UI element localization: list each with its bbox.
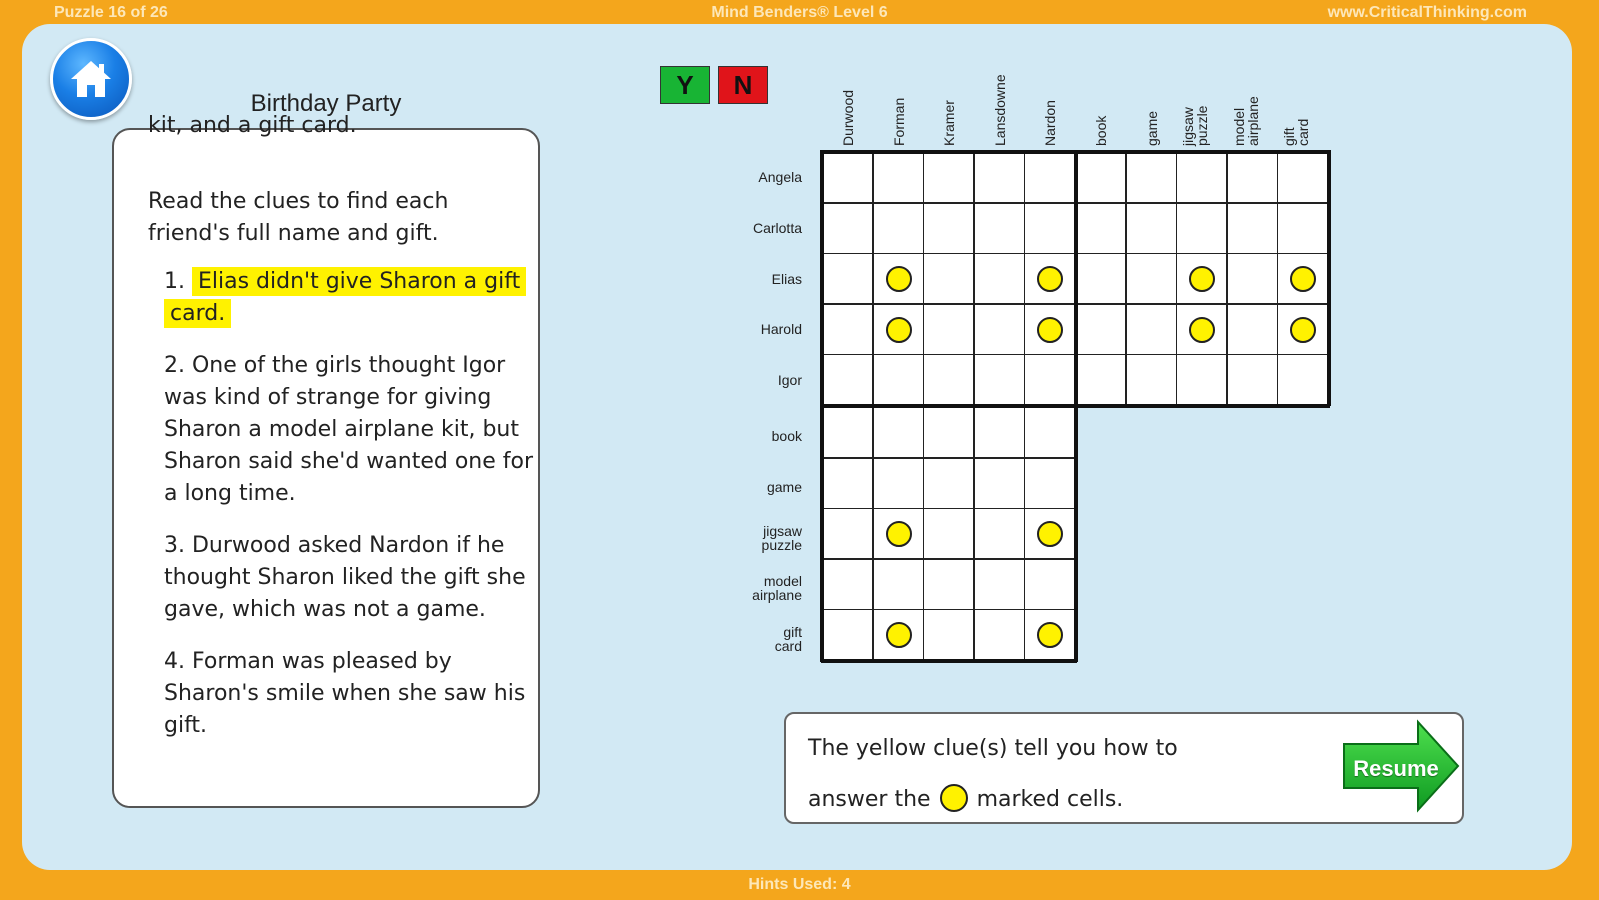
grid-cell[interactable] [873, 559, 924, 610]
marker-dot-icon [1037, 521, 1063, 547]
grid-cell[interactable] [873, 407, 924, 458]
marker-dot-icon [1037, 317, 1063, 343]
column-label: Kramer [941, 100, 958, 146]
grid-cell[interactable] [1024, 304, 1075, 355]
row-label: jigsaw puzzle [761, 522, 802, 553]
column-label: model airplane [1230, 96, 1261, 146]
grid-cell[interactable] [974, 203, 1025, 254]
column-label: Lansdowne [991, 74, 1008, 146]
column-header [923, 46, 973, 146]
clue-item [164, 350, 534, 510]
grid-cell[interactable] [1024, 407, 1075, 458]
hint-text-line2 [808, 784, 1123, 812]
grid-cell[interactable] [1126, 203, 1177, 254]
marker-dot-icon [886, 622, 912, 648]
row-label: Angela [758, 169, 802, 186]
grid-cell[interactable] [1126, 152, 1177, 203]
grid-cell[interactable] [1075, 304, 1126, 355]
grid-cell[interactable] [822, 152, 873, 203]
clue-text: Durwood asked Nardon if he thought Sharon liked the gift she gave, which was not a game. [164, 533, 526, 622]
grid-cell[interactable] [1176, 354, 1227, 405]
puzzle-counter: Puzzle 16 of 26 [54, 4, 168, 21]
grid-cell[interactable] [923, 304, 974, 355]
row-label: Igor [777, 371, 802, 388]
grid-cell[interactable] [1024, 253, 1075, 304]
clue-number: 1. [164, 269, 192, 294]
column-header [974, 46, 1024, 146]
column-label: gift card [1281, 118, 1312, 146]
grid-cell[interactable] [1024, 458, 1075, 509]
column-header [1024, 46, 1074, 146]
grid-cell[interactable] [1176, 304, 1227, 355]
grid-cell[interactable] [974, 152, 1025, 203]
row-label: Elias [771, 270, 802, 287]
grid-cell[interactable] [1176, 253, 1227, 304]
grid-cell[interactable] [873, 609, 924, 660]
grid-cell[interactable] [1075, 253, 1126, 304]
grid-cell[interactable] [1277, 304, 1328, 355]
marker-dot-icon [1189, 317, 1215, 343]
grid-cell[interactable] [1227, 354, 1278, 405]
grid-cell[interactable] [974, 508, 1025, 559]
marker-dot-icon [1290, 266, 1316, 292]
clue-number: 4. [164, 649, 192, 674]
marker-dot-icon [1290, 317, 1316, 343]
marker-dot-icon [1189, 266, 1215, 292]
hint-text-before: answer the [808, 787, 931, 812]
row-label: Carlotta [752, 219, 802, 236]
column-label: Durwood [840, 89, 856, 146]
grid-cell[interactable] [822, 559, 873, 610]
grid-cell[interactable] [923, 458, 974, 509]
column-label: Nardon [1042, 100, 1059, 146]
game-title: Mind Benders® Level 6 [711, 4, 888, 21]
column-header [822, 46, 872, 146]
grid-cell[interactable] [1075, 203, 1126, 254]
grid-cell[interactable] [974, 407, 1025, 458]
section-divider [821, 659, 1077, 663]
no-marker-button[interactable]: N [718, 66, 768, 104]
clue-item [164, 266, 534, 330]
grid-cell[interactable] [822, 407, 873, 458]
marker-dot-icon [1037, 266, 1063, 292]
column-header [1176, 46, 1226, 146]
yes-marker-button[interactable]: Y [660, 66, 710, 104]
column-label: book [1093, 115, 1109, 146]
grid-cell[interactable] [1277, 253, 1328, 304]
grid-cell[interactable] [1277, 152, 1328, 203]
grid-cell[interactable] [873, 203, 924, 254]
row-label: model airplane [752, 573, 802, 604]
marker-dot-icon [886, 317, 912, 343]
grid-cell[interactable] [1176, 152, 1227, 203]
clue-text: Elias didn't give Sharon a gift card. [164, 267, 526, 328]
top-bar [0, 0, 1599, 26]
clue-number: 3. [164, 533, 192, 558]
clue-item [164, 646, 534, 742]
grid-cell[interactable] [1024, 559, 1075, 610]
puzzle-title: Birthday Party [250, 90, 402, 117]
clue-list [164, 266, 534, 762]
hint-text-after: marked cells. [976, 787, 1124, 812]
grid-cell[interactable] [1024, 203, 1075, 254]
row-label: gift card [774, 623, 802, 654]
grid-cell[interactable] [1126, 354, 1177, 405]
clue-item [164, 530, 534, 626]
grid-cell[interactable] [822, 304, 873, 355]
clue-number: 2. [164, 353, 192, 378]
grid-cell[interactable] [1024, 609, 1075, 660]
row-label: Harold [760, 321, 802, 338]
grid-cell[interactable] [1277, 203, 1328, 254]
hint-text-line1: The yellow clue(s) tell you how to [808, 736, 1178, 761]
grid-cell[interactable] [923, 354, 974, 405]
grid-cell[interactable] [974, 354, 1025, 405]
marker-dot-icon [940, 784, 968, 812]
clue-text: Forman was pleased by Sharon's smile when she saw his gift. [164, 649, 526, 738]
grid-cell[interactable] [923, 559, 974, 610]
resume-label: Resume [1353, 756, 1439, 781]
clue-panel[interactable] [112, 113, 540, 808]
hints-used: Hints Used: 4 [748, 876, 851, 893]
column-header [1227, 46, 1277, 146]
grid-cell[interactable] [974, 458, 1025, 509]
grid-cell[interactable] [1227, 253, 1278, 304]
grid-cell[interactable] [822, 253, 873, 304]
grid-cell[interactable] [923, 609, 974, 660]
grid-cell[interactable] [1024, 354, 1075, 405]
intro-text: Read the clues to find each friend's full name and gift. [148, 189, 449, 246]
resume-button[interactable] [1342, 718, 1462, 814]
marker-dot-icon [886, 266, 912, 292]
grid-cell[interactable] [1227, 304, 1278, 355]
grid-cell[interactable] [1075, 152, 1126, 203]
clue-text: One of the girls thought Igor was kind of strange for giving Sharon a model airplane kit, but Sharon said she'd wanted one for a long time. [164, 353, 534, 506]
grid-cell[interactable] [923, 152, 974, 203]
grid-cell[interactable] [1024, 152, 1075, 203]
grid-cell[interactable] [1227, 203, 1278, 254]
grid-cell[interactable] [822, 508, 873, 559]
grid-cell[interactable] [974, 304, 1025, 355]
grid-cell[interactable] [923, 203, 974, 254]
grid-cell[interactable] [873, 354, 924, 405]
grid-cell[interactable] [1227, 152, 1278, 203]
grid-cell[interactable] [1176, 203, 1227, 254]
column-label: game [1143, 110, 1160, 146]
section-divider [821, 404, 1330, 408]
grid-cell[interactable] [873, 508, 924, 559]
column-header [1075, 46, 1125, 146]
grid-cell[interactable] [974, 609, 1025, 660]
grid-cell[interactable] [1126, 304, 1177, 355]
home-icon [67, 55, 115, 103]
column-label: jigsaw puzzle [1180, 105, 1211, 146]
row-label: game [766, 478, 802, 495]
grid-cell[interactable] [923, 407, 974, 458]
grid-cell[interactable] [822, 458, 873, 509]
marker-dot-icon [886, 521, 912, 547]
grid-cell[interactable] [1277, 354, 1328, 405]
grid-cell[interactable] [974, 559, 1025, 610]
website-link[interactable]: www.CriticalThinking.com [1327, 4, 1527, 21]
marker-dot-icon [1037, 622, 1063, 648]
column-label: Forman [890, 97, 907, 146]
grid-cell[interactable] [974, 253, 1025, 304]
grid-cell[interactable] [873, 304, 924, 355]
grid-cell[interactable] [873, 253, 924, 304]
intro-partial-text: kit, and a gift card. [148, 113, 357, 138]
row-label: book [771, 428, 802, 445]
grid-cell[interactable] [822, 203, 873, 254]
grid-cell[interactable] [873, 152, 924, 203]
grid-cell[interactable] [1024, 508, 1075, 559]
section-divider [1327, 150, 1331, 406]
grid-cell[interactable] [873, 458, 924, 509]
grid-cell[interactable] [822, 609, 873, 660]
grid-cell[interactable] [923, 508, 974, 559]
column-header [1126, 46, 1176, 146]
grid-cell[interactable] [923, 253, 974, 304]
column-header [1277, 46, 1327, 146]
grid-cell[interactable] [822, 354, 873, 405]
grid-cell[interactable] [1075, 354, 1126, 405]
grid-cell[interactable] [1126, 253, 1177, 304]
column-header [873, 46, 923, 146]
